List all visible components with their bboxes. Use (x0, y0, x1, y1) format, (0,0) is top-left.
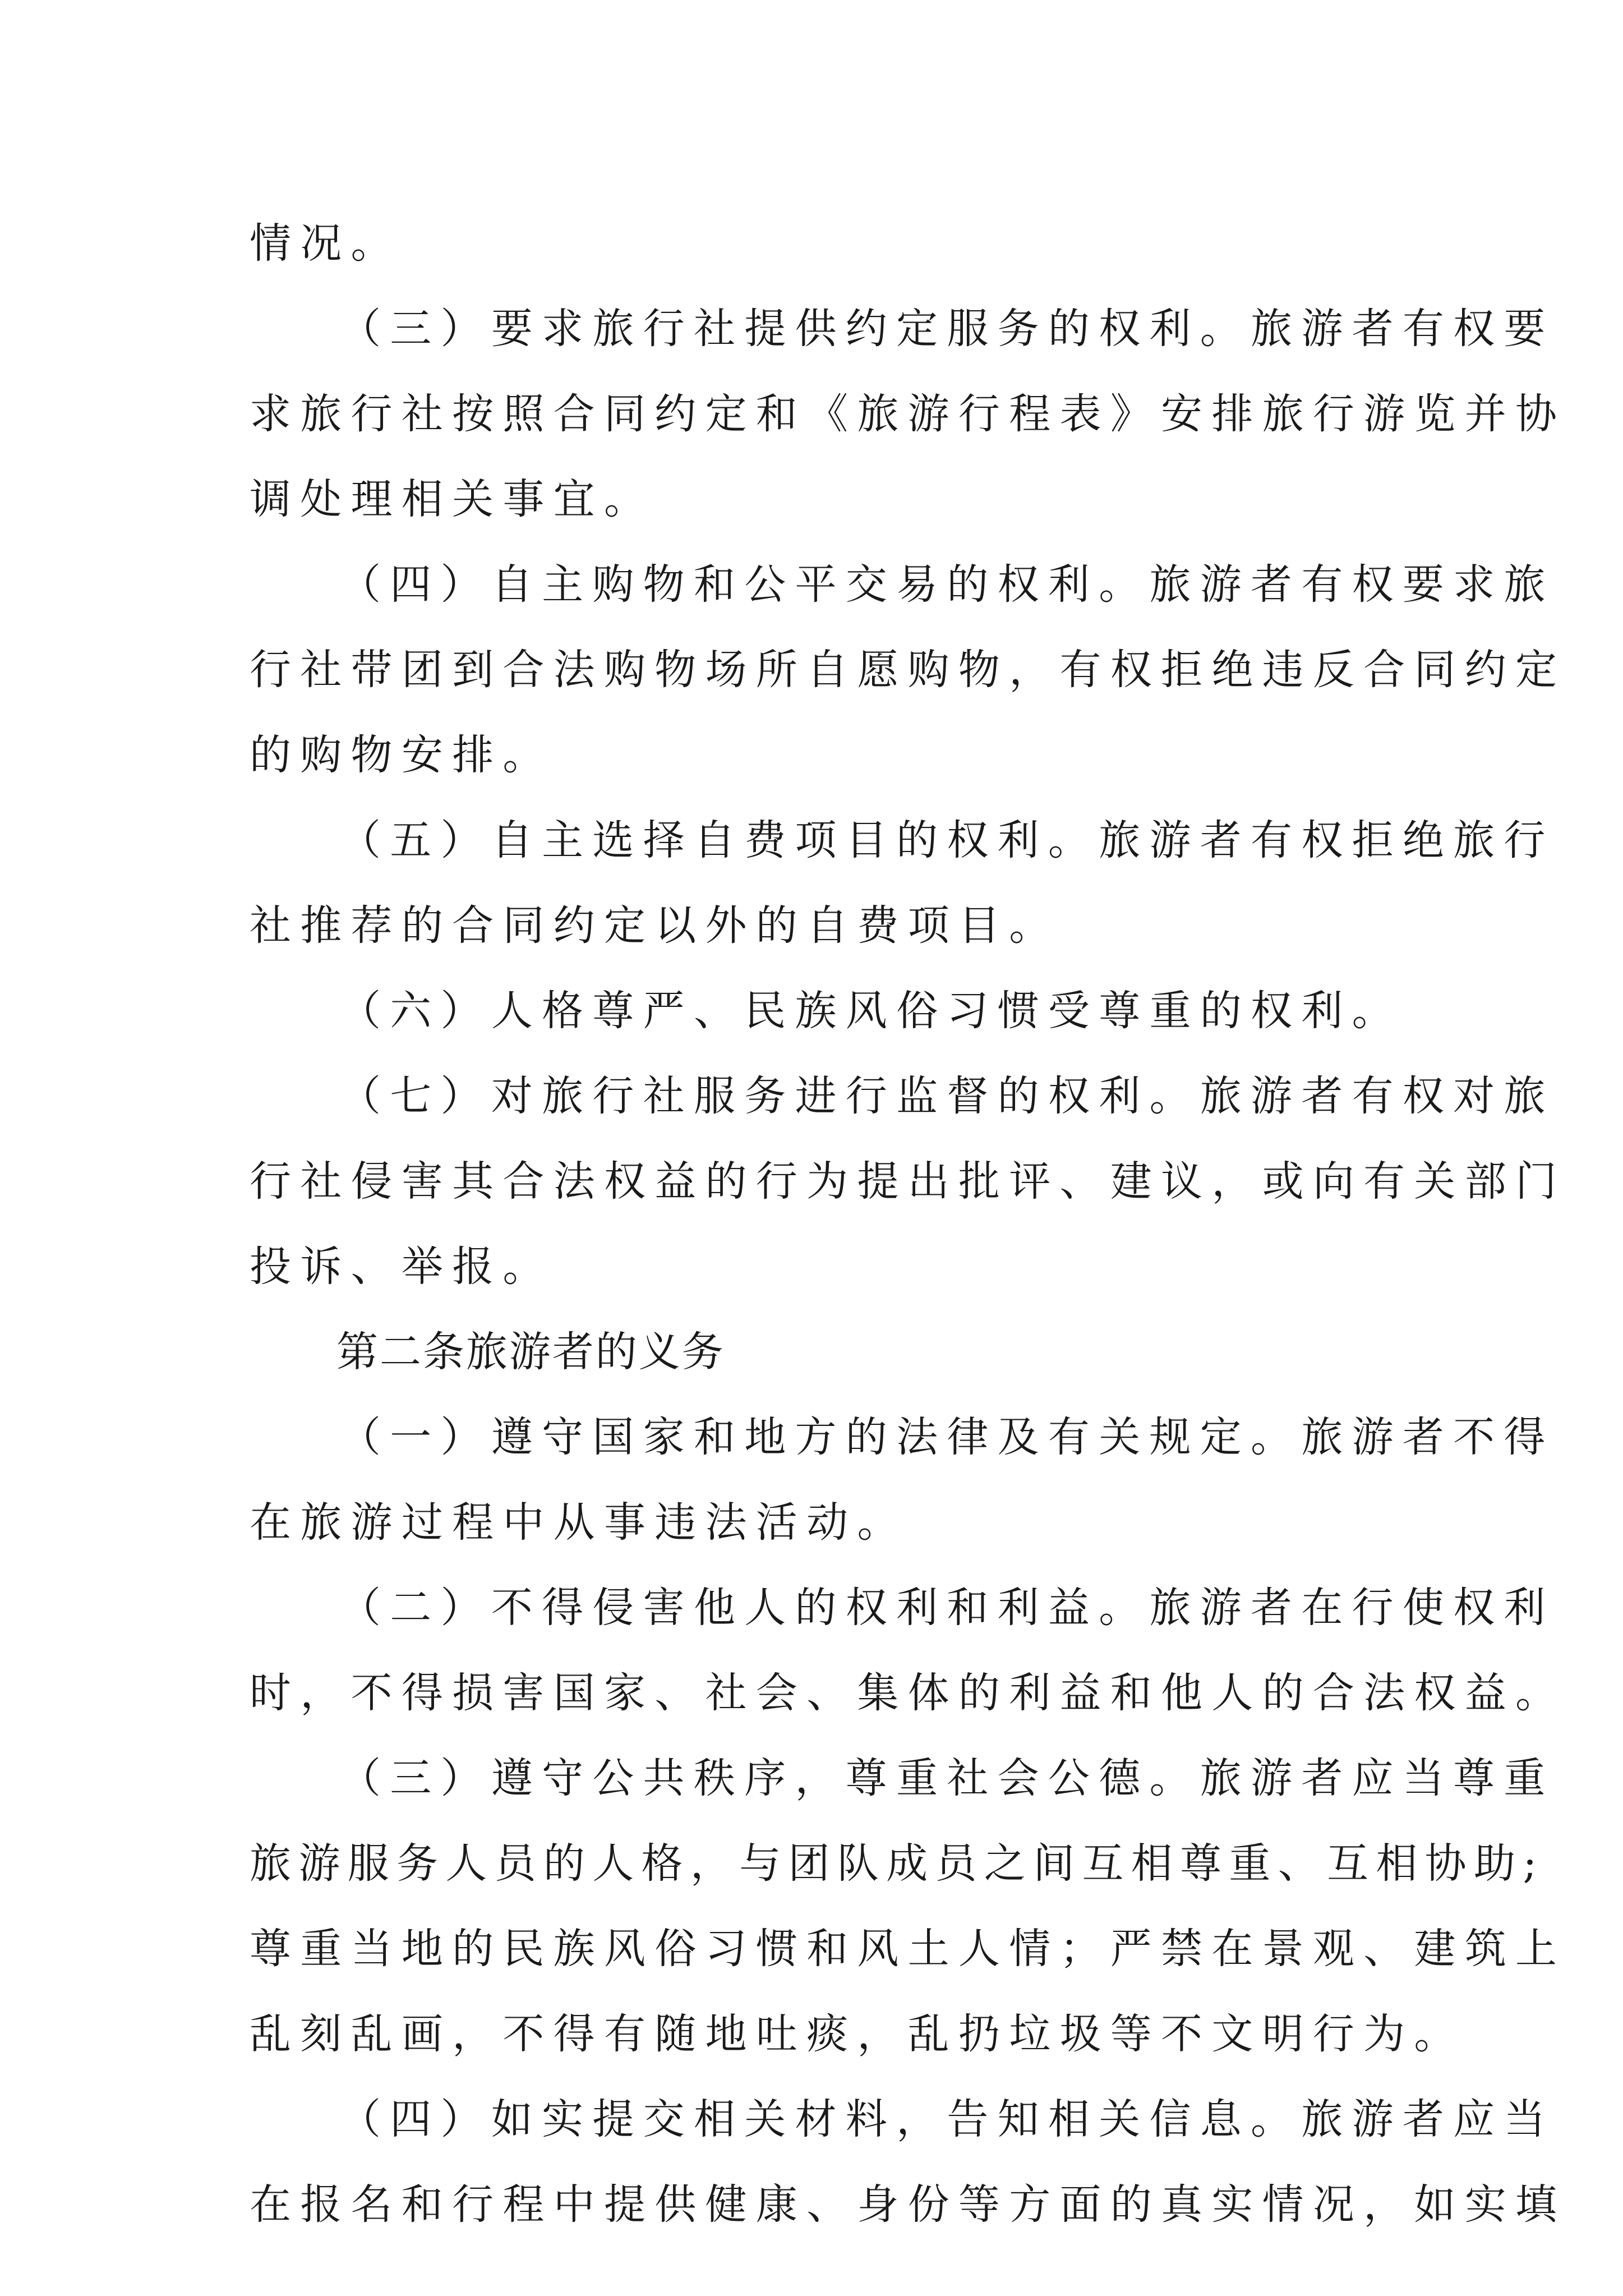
text-line-11: （七）对旅行社服务进行监督的权利。旅游者有权对旅 (339, 1072, 1555, 1120)
text-line-13: 投诉、举报。 (250, 1243, 554, 1291)
text-line-6: 行社带团到合法购物场所自愿购物，有权拒绝违反合同约定 (250, 646, 1566, 694)
text-line-9: 社推荐的合同约定以外的自费项目。 (250, 901, 1060, 950)
text-line-19: （三）遵守公共秩序，尊重社会公德。旅游者应当尊重 (339, 1754, 1555, 1802)
text-line-18: 时，不得损害国家、社会、集体的利益和他人的合法权益。 (250, 1669, 1566, 1717)
text-line-5: （四）自主购物和公平交易的权利。旅游者有权要求旅 (339, 560, 1555, 609)
text-line-23: （四）如实提交相关材料，告知相关信息。旅游者应当 (339, 2095, 1555, 2143)
text-line-8: （五）自主选择自费项目的权利。旅游者有权拒绝旅行 (339, 816, 1555, 864)
text-line-24: 在报名和行程中提供健康、身份等方面的真实情况，如实填 (250, 2180, 1566, 2229)
text-line-4: 调处理相关事宜。 (250, 475, 655, 523)
text-line-3: 求旅行社按照合同约定和《旅游行程表》安排旅行游览并协 (250, 390, 1566, 438)
section-heading: 第二条旅游者的义务 (336, 1328, 725, 1376)
text-line-20: 旅游服务人员的人格，与团队成员之间互相尊重、互相协助; (250, 1839, 1544, 1888)
text-line-15: （一）遵守国家和地方的法律及有关规定。旅游者不得 (339, 1413, 1555, 1461)
text-line-10: （六）人格尊严、民族风俗习惯受尊重的权利。 (339, 987, 1403, 1035)
text-line-16: 在旅游过程中从事违法活动。 (250, 1498, 908, 1547)
text-line-1: 情况。 (250, 219, 402, 268)
text-line-21: 尊重当地的民族风俗习惯和风土人情；严禁在景观、建筑上 (250, 1925, 1566, 1973)
document-body (250, 201, 1566, 2247)
text-line-12: 行社侵害其合法权益的行为提出批评、建议，或向有关部门 (250, 1157, 1566, 1205)
text-line-7: 的购物安排。 (250, 731, 554, 779)
text-line-17: （二）不得侵害他人的权利和利益。旅游者在行使权利 (339, 1584, 1555, 1632)
text-line-2: （三）要求旅行社提供约定服务的权利。旅游者有权要 (339, 305, 1555, 353)
text-line-22: 乱刻乱画，不得有随地吐痰，乱扔垃圾等不文明行为。 (250, 2010, 1465, 2058)
